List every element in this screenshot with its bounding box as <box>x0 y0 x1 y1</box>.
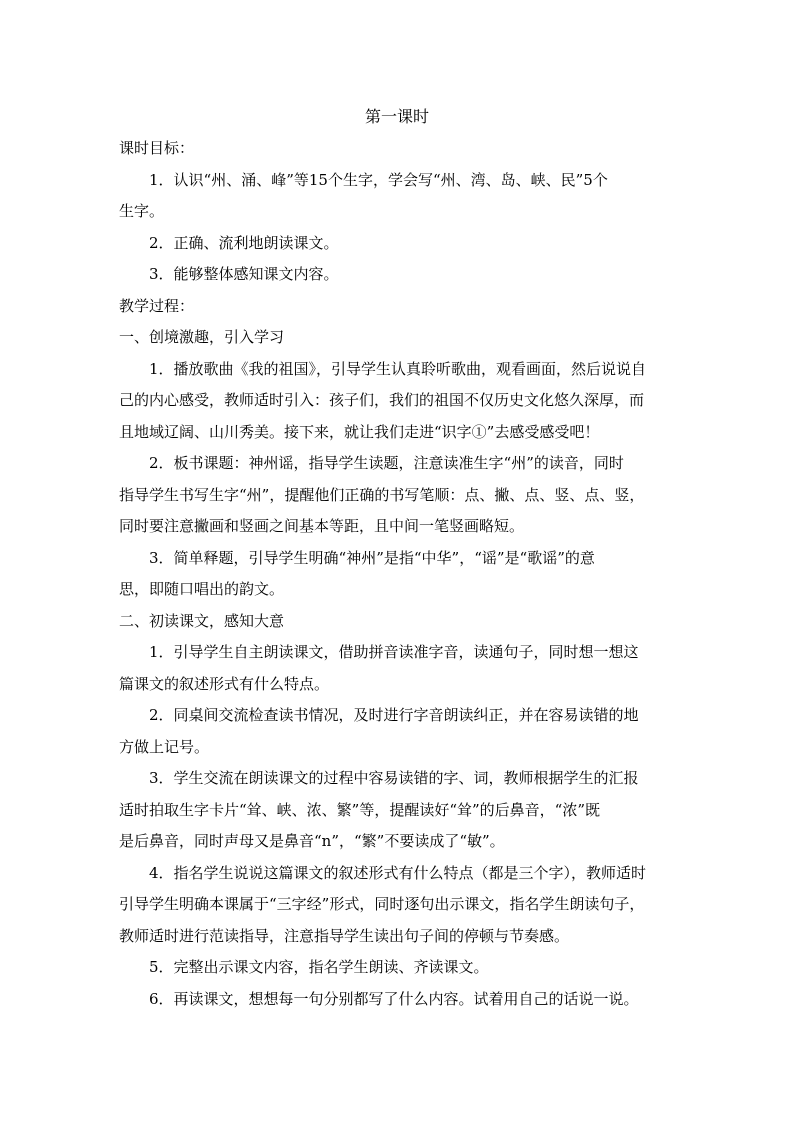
paragraph-line: 适时拍取生字卡片“耸、峡、浓、繁”等，提醒读好“耸”的后鼻音，“浓”既 <box>119 800 601 819</box>
section-2-heading: 二、初读课文，感知大意 <box>119 611 285 630</box>
paragraph-line: 方做上记号。 <box>119 737 210 756</box>
section-1-item-1 <box>119 354 675 449</box>
paragraph-line: 教师适时进行范读指导，注意指导学生读出句子间的停顿与节奏感。 <box>119 926 570 945</box>
section-2-item-2 <box>119 700 675 763</box>
paragraph-line: 且地域辽阔、山川秀美。接下来，就让我们走进“识字①”去感受感受吧！ <box>119 422 600 441</box>
paragraph-line: 3．简单释题，引导学生明确“神州”是指“中华”，“谣”是“歌谣”的意 <box>149 548 595 567</box>
paragraph-line: 引导学生明确本课属于“三字经”形式，同时逐句出示课文，指名学生朗读句子， <box>119 895 645 913</box>
paragraph-line: 1．认识“州、涌、峰”等15个生字，学会写“州、湾、岛、峡、民”5个 <box>149 170 608 189</box>
document-page <box>119 103 675 1015</box>
objective-item-3 <box>119 259 675 291</box>
section-2-item-3 <box>119 763 675 858</box>
section-1-item-2 <box>119 448 675 543</box>
objective-item-2 <box>119 228 675 260</box>
paragraph-line: 同时要注意撇画和竖画之间基本等距，且中间一笔竖画略短。 <box>119 517 525 535</box>
paragraph-line: 5．完整出示课文内容，指名学生朗读、齐读课文。 <box>149 958 489 976</box>
page-title: 第一课时 <box>364 107 429 126</box>
section-2-item-6 <box>119 984 675 1016</box>
paragraph-line: 2．板书课题：神州谣，指导学生读题，注意读准生字“州”的读音，同时 <box>149 454 624 472</box>
section-1-item-3 <box>119 543 675 606</box>
paragraph-line: 思，即随口唱出的韵文。 <box>119 580 285 598</box>
paragraph-line: 是后鼻音，同时声母又是鼻音“n”，“繁”不要读成了“敏”。 <box>119 832 505 850</box>
paragraph-line: 生字。 <box>119 202 165 220</box>
paragraph-line: 篇课文的叙述形式有什么特点。 <box>119 674 330 693</box>
objectives-heading: 课时目标： <box>119 139 195 157</box>
paragraph-line: 6．再读课文，想想每一句分别都写了什么内容。试着用自己的话说一说。 <box>149 989 639 1008</box>
section-2-item-5 <box>119 952 675 984</box>
paragraph-line: 指导学生书写生字“州”，提醒他们正确的书写笔顺：点、撇、点、竖、点、竖， <box>119 485 645 504</box>
paragraph-line: 2．正确、流利地朗读课文。 <box>149 233 339 252</box>
paragraph-line: 4．指名学生说说这篇课文的叙述形式有什么特点（都是三个字），教师适时 <box>149 863 647 882</box>
section-2-item-4 <box>119 858 675 953</box>
paragraph-line: 1．引导学生自主朗读课文，借助拼音读准字音，读通句子，同时想一想这 <box>149 643 639 661</box>
paragraph-line: 1．播放歌曲《我的祖国》，引导学生认真聆听歌曲，观看画面，然后说说自 <box>149 359 647 378</box>
process-heading: 教学过程： <box>119 296 195 315</box>
section-2-item-1 <box>119 637 675 700</box>
paragraph-line: 2．同桌间交流检查读书情况，及时进行字音朗读纠正，并在容易读错的地 <box>149 706 639 724</box>
section-1-heading: 一、创境激趣，引入学习 <box>119 328 285 346</box>
objective-item-1 <box>119 165 675 228</box>
paragraph-line: 3．学生交流在朗读课文的过程中容易读错的字、词，教师根据学生的汇报 <box>149 769 639 787</box>
paragraph-line: 3．能够整体感知课文内容。 <box>149 265 339 283</box>
paragraph-line: 己的内心感受，教师适时引入：孩子们，我们的祖国不仅历史文化悠久深厚，而 <box>119 391 645 409</box>
